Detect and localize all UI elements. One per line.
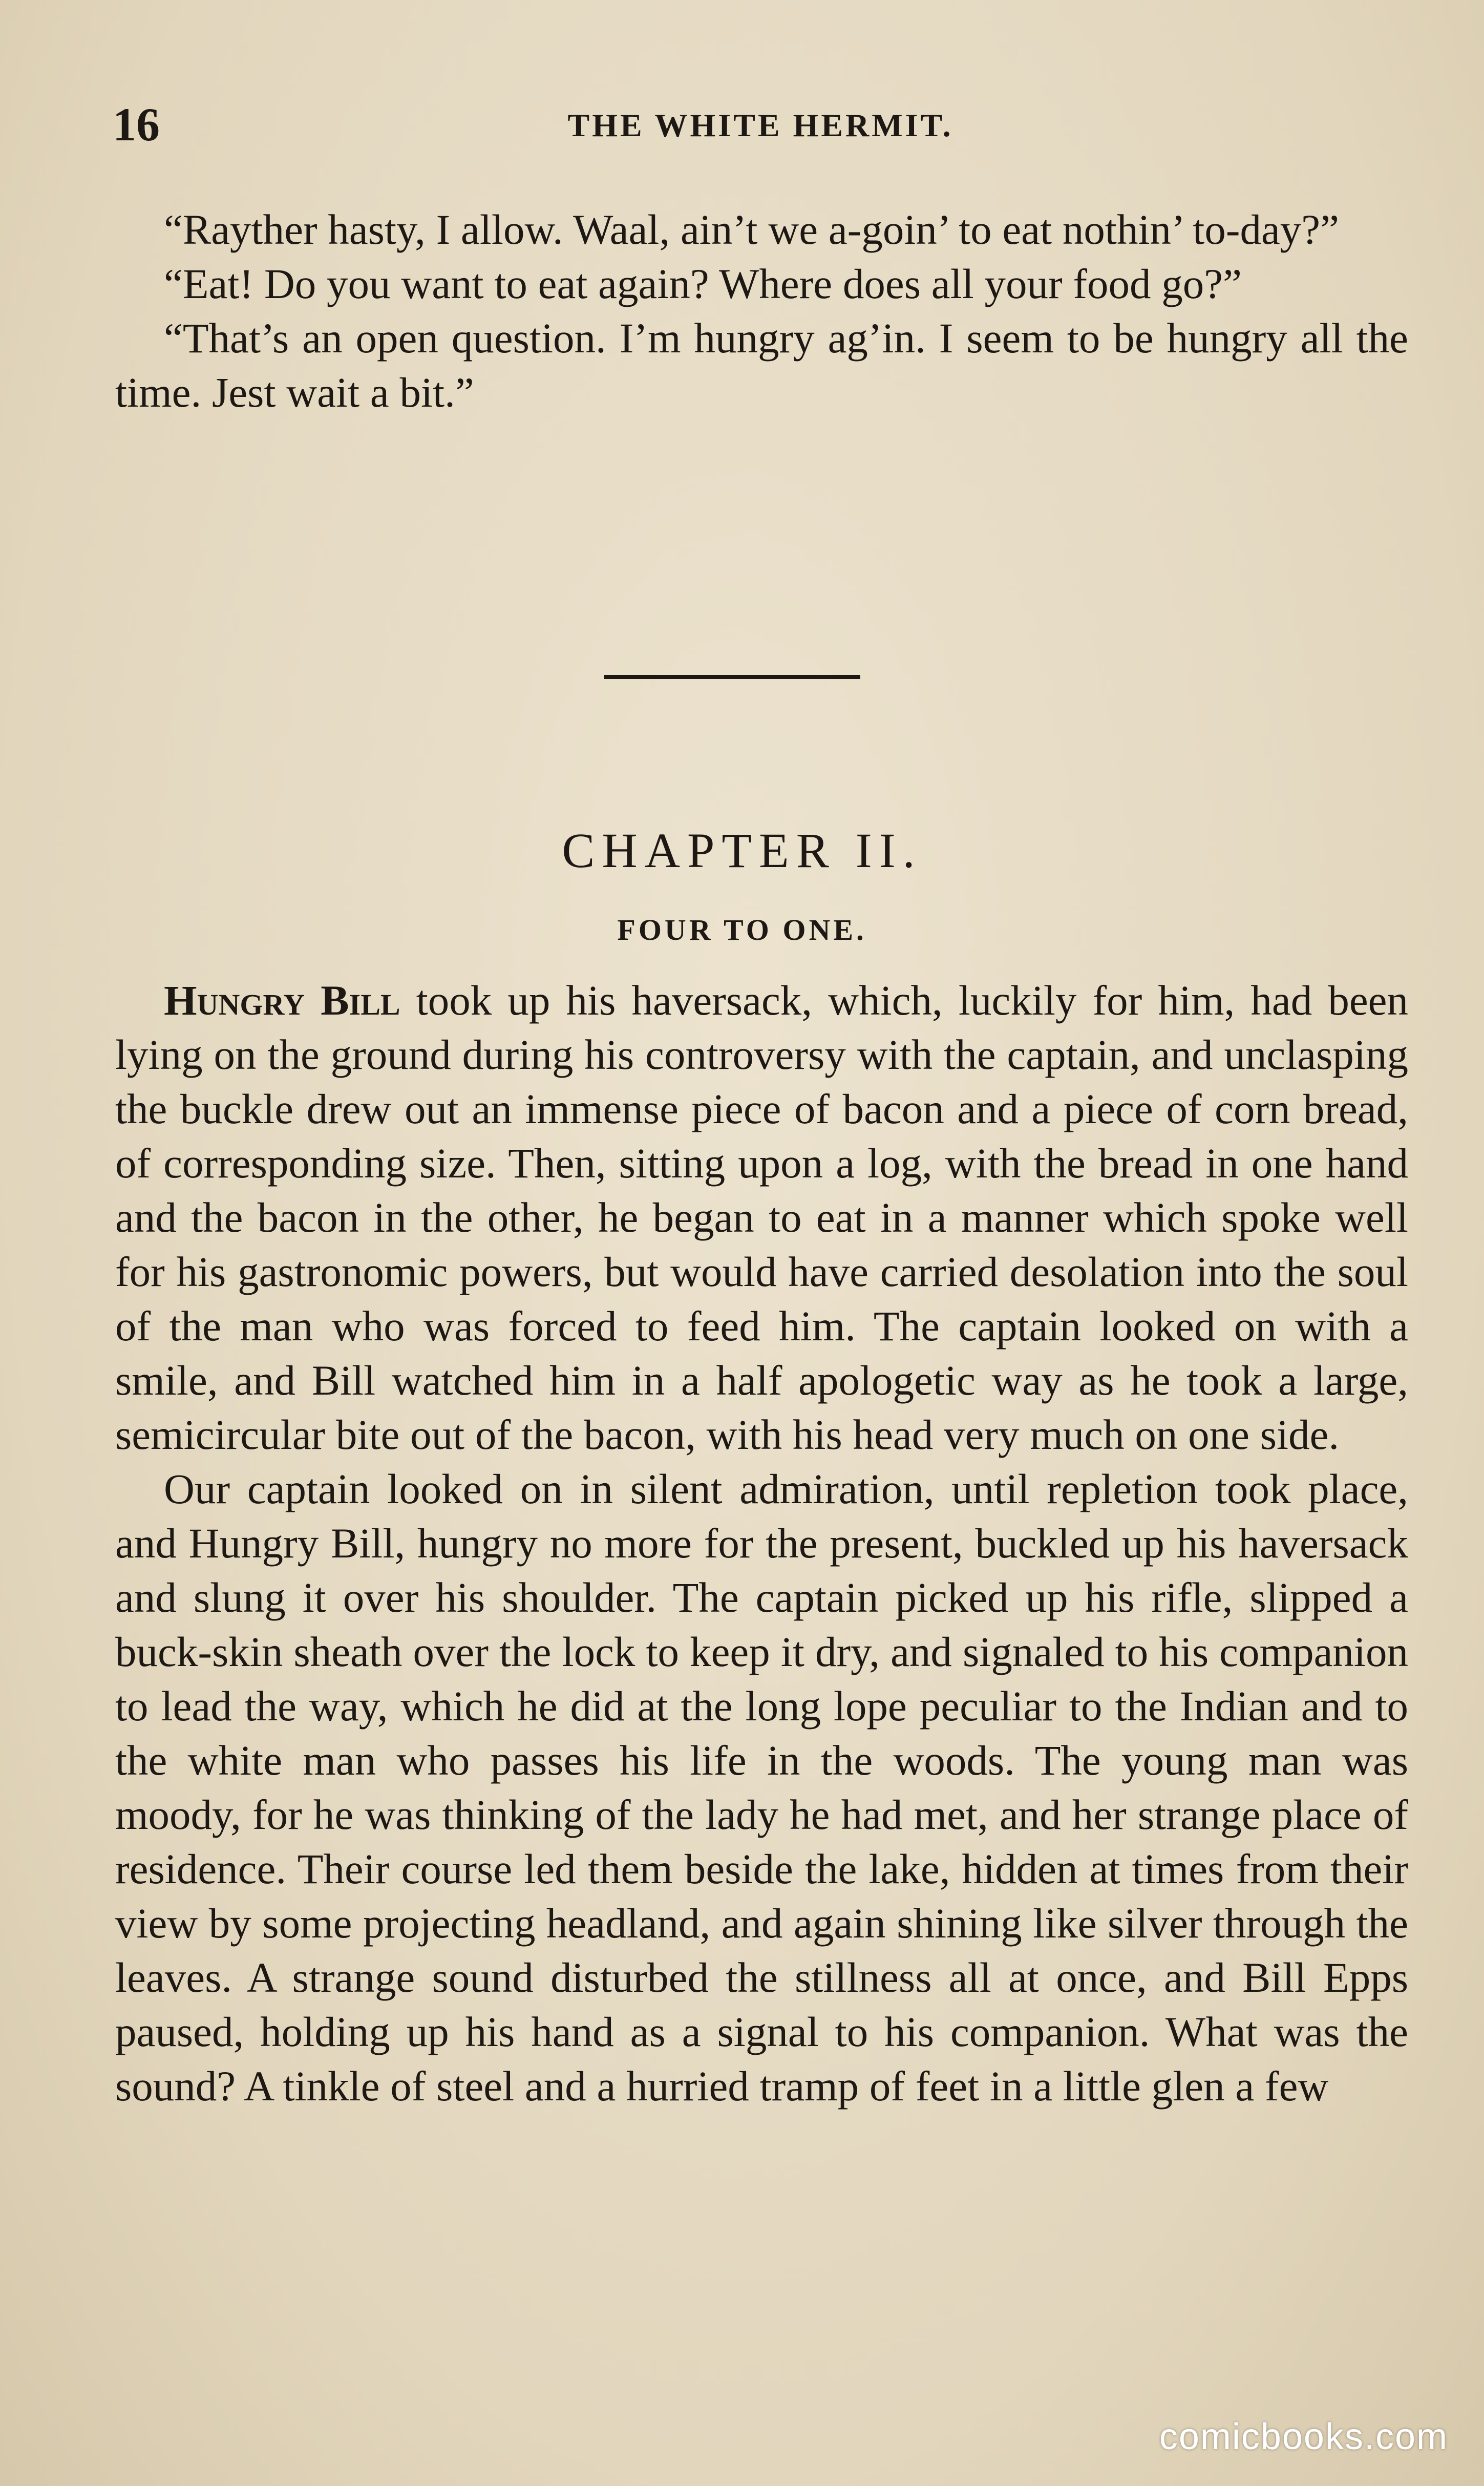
- dialogue-paragraph: “That’s an open question. I’m hungry ag’in. I seem to be hungry all the time. Jest wait a bit.”: [115, 314, 1408, 416]
- watermark: comicbooks.com: [1159, 2416, 1448, 2457]
- chapter-body: [115, 973, 1408, 2113]
- body-paragraph: Our captain looked on in silent admiration, until repletion took place, and Hungry Bill, hungry no more for the present, buckled up his haversack and slung it over his shoulder. The captain picked up his rifle, slipped a buck-skin sheath over the lock to keep it dry, and signaled to his companion to lead the way, which he did at the long lope peculiar to the Indian and to the white man who passes his life in the woods. The young man was moody, for he was thinking of the lady he had met, and her strange place of residence. Their course led them beside the lake, hidden at times from their view by some projecting headland, and again shining like silver through the leaves. A strange sound disturbed the stillness all at once, and Bill Epps paused, holding up his hand as a signal to his companion. What was the sound? A tinkle of steel and a hurried tramp of feet in a little glen a few: [115, 1465, 1408, 2110]
- lead-in-name: Hungry Bill: [164, 977, 400, 1024]
- chapter-subtitle: FOUR TO ONE.: [617, 913, 867, 946]
- dialogue-block: [115, 202, 1408, 419]
- body-paragraph: [115, 973, 1408, 1462]
- page-number: 16: [113, 98, 160, 151]
- running-head: [113, 97, 1408, 154]
- paragraph-text: took up his haversack, which, luckily for him, had been lying on the ground during his controversy with the captain, and unclasping the buckle drew out an immense piece of bacon and a piece of corn bread, of corresponding size. Then, sitting upon a log, with the bread in one hand and the bacon in the other, he began to eat in a manner which spoke well for his gastronomic powers, but would have carried desolation into the soul of the man who was forced to feed him. The captain looked on with a smile, and Bill watched him in a half apologetic way as he took a large, semicircular bite out of the bacon, with his head very much on one side.: [115, 977, 1409, 1458]
- dialogue-paragraph: “Rayther hasty, I allow. Waal, ain’t we a-goin’ to eat nothin’ to-day?”: [164, 206, 1339, 253]
- running-title: THE WHITE HERMIT.: [567, 107, 953, 143]
- chapter-title: CHAPTER II.: [562, 823, 922, 878]
- dialogue-paragraph: “Eat! Do you want to eat again? Where does all your food go?”: [164, 260, 1242, 307]
- section-divider-rule: [604, 675, 860, 679]
